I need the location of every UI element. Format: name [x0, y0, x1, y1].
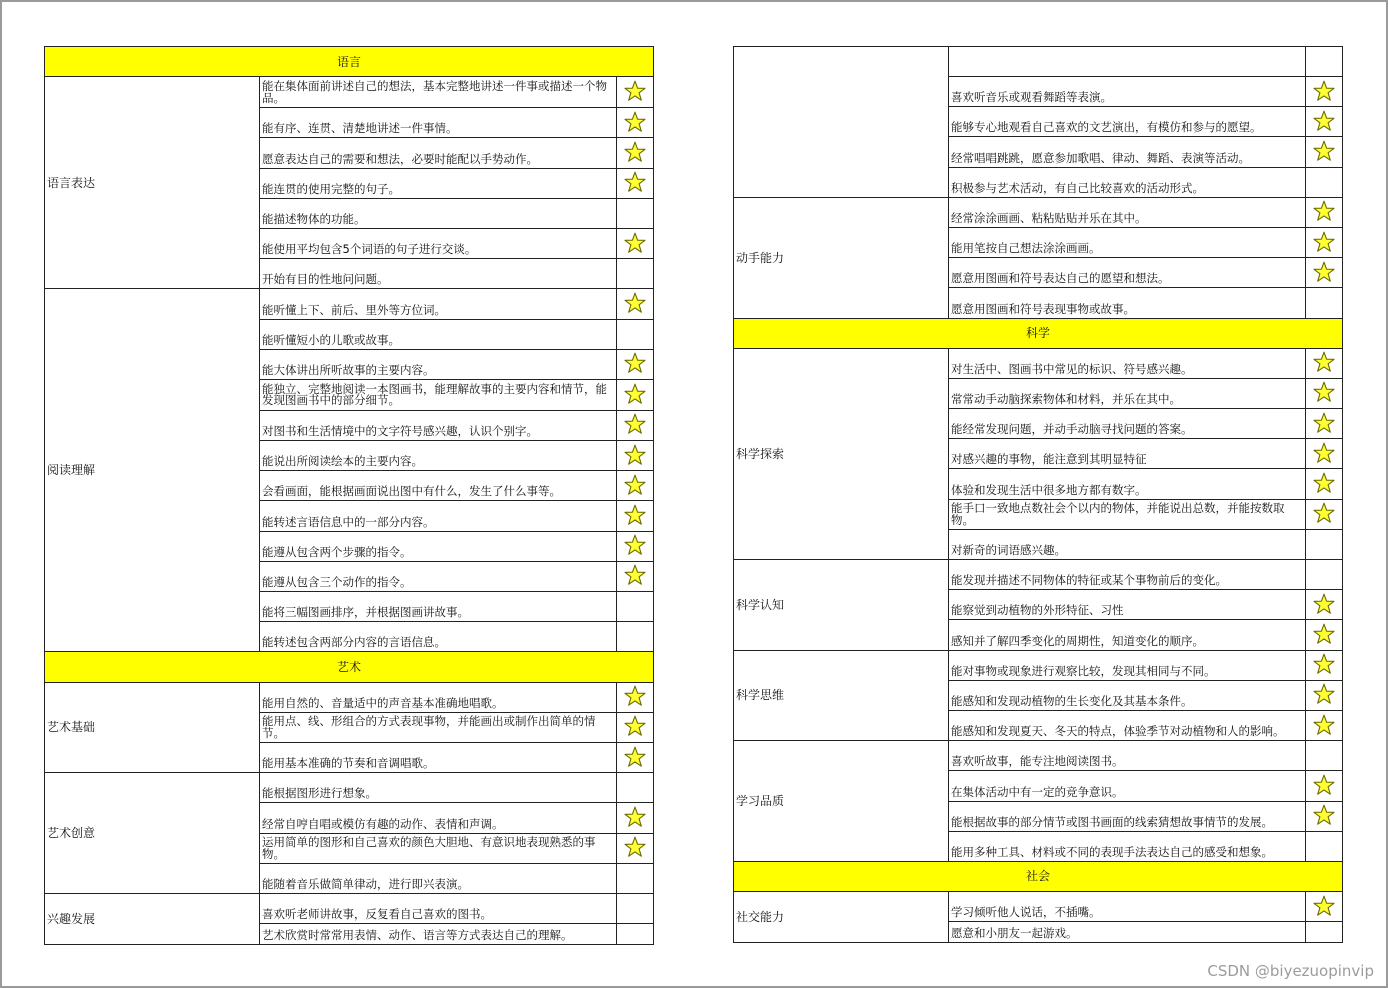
- criteria-text: 能连贯的使用完整的句子。: [260, 168, 617, 198]
- category-label: 学习品质: [734, 741, 949, 862]
- criteria-text: 体验和发现生活中很多地方都有数字。: [949, 469, 1306, 499]
- star-icon: [624, 141, 646, 163]
- rating-cell: [617, 833, 654, 863]
- star-icon: [1313, 261, 1335, 283]
- criteria-text: 能根据故事的部分情节或图书画面的线索猜想故事情节的发展。: [949, 801, 1306, 831]
- star-icon: [624, 171, 646, 193]
- rating-cell: [1306, 107, 1343, 137]
- section-header-label: 社会: [734, 861, 1343, 891]
- criteria-text: 能够专心地观看自己喜欢的文艺演出，有模仿和参与的愿望。: [949, 107, 1306, 137]
- rating-cell: [617, 592, 654, 622]
- rating-cell: [1306, 348, 1343, 378]
- criteria-text: 能感知和发现夏天、冬天的特点，体验季节对动植物和人的影响。: [949, 710, 1306, 740]
- category-label: [734, 47, 949, 198]
- rating-cell: [1306, 137, 1343, 167]
- rating-cell: [1306, 378, 1343, 408]
- criteria-text: 运用简单的图形和自己喜欢的颜色大胆地、有意识地表现熟悉的事物。: [260, 833, 617, 863]
- rating-cell: [617, 803, 654, 833]
- category-label: 社交能力: [734, 892, 949, 943]
- rating-cell: [617, 168, 654, 198]
- star-icon: [624, 715, 646, 737]
- criteria-row: [45, 893, 654, 923]
- rating-cell: [1306, 499, 1343, 529]
- criteria-text: 经常涂涂画画、粘粘贴贴并乐在其中。: [949, 197, 1306, 227]
- criteria-row: [45, 682, 654, 712]
- section-header-art: [45, 652, 654, 682]
- rating-cell: [617, 924, 654, 945]
- criteria-text: 能手口一致地点数社会个以内的物体，并能说出总数，并能按数取物。: [949, 499, 1306, 529]
- criteria-text: 开始有目的性地问问题。: [260, 259, 617, 289]
- star-icon: [624, 352, 646, 374]
- category-label: 语言表达: [45, 77, 260, 289]
- criteria-text: 愿意表达自己的需要和想法，必要时能配以手势动作。: [260, 138, 617, 168]
- star-icon: [1313, 231, 1335, 253]
- criteria-text: [949, 47, 1306, 77]
- star-icon: [1313, 804, 1335, 826]
- category-label: 艺术基础: [45, 682, 260, 773]
- rating-cell: [1306, 590, 1343, 620]
- rating-cell: [1306, 892, 1343, 922]
- category-label: 兴趣发展: [45, 893, 260, 944]
- criteria-row: [734, 47, 1343, 77]
- star-icon: [624, 534, 646, 556]
- star-icon: [624, 685, 646, 707]
- star-icon: [1313, 110, 1335, 132]
- star-icon: [1313, 412, 1335, 434]
- star-icon: [624, 474, 646, 496]
- criteria-row: [45, 77, 654, 108]
- star-icon: [1313, 895, 1335, 917]
- criteria-text: 愿意用图画和符号表现事物或故事。: [949, 288, 1306, 318]
- criteria-text: 对感兴趣的事物，能注意到其明显特征: [949, 439, 1306, 469]
- criteria-text: 能根据图形进行想象。: [260, 773, 617, 803]
- star-icon: [624, 806, 646, 828]
- star-icon: [1313, 593, 1335, 615]
- criteria-text: 对生活中、图画书中常见的标识、符号感兴趣。: [949, 348, 1306, 378]
- star-icon: [1313, 442, 1335, 464]
- criteria-text: 能发现并描述不同物体的特征或某个事物前后的变化。: [949, 560, 1306, 590]
- star-icon: [624, 232, 646, 254]
- left-evaluation-table: [44, 46, 654, 945]
- rating-cell: [1306, 741, 1343, 771]
- criteria-text: 经常唱唱跳跳，愿意参加歌唱、律动、舞蹈、表演等活动。: [949, 137, 1306, 167]
- criteria-text: 能说出所阅读绘本的主要内容。: [260, 441, 617, 471]
- criteria-text: 能用笔按自己想法涂涂画画。: [949, 227, 1306, 257]
- criteria-text: 能听懂短小的儿歌或故事。: [260, 319, 617, 349]
- criteria-text: 能用基本准确的节奏和音调唱歌。: [260, 742, 617, 772]
- rating-cell: [617, 228, 654, 258]
- criteria-text: 能遵从包含三个动作的指令。: [260, 561, 617, 591]
- right-evaluation-table: [733, 46, 1343, 943]
- watermark: CSDN @biyezuopinvip: [1207, 962, 1374, 980]
- star-icon: [624, 80, 646, 102]
- rating-cell: [1306, 831, 1343, 861]
- category-label: 阅读理解: [45, 289, 260, 652]
- rating-cell: [1306, 409, 1343, 439]
- criteria-text: 会看画面，能根据画面说出图中有什么，发生了什么事等。: [260, 471, 617, 501]
- section-header-label: 语言: [45, 47, 654, 77]
- criteria-text: 能随着音乐做简单律动，进行即兴表演。: [260, 863, 617, 893]
- rating-cell: [1306, 710, 1343, 740]
- section-header-society: [734, 861, 1343, 891]
- star-icon: [1313, 502, 1335, 524]
- star-icon: [1313, 80, 1335, 102]
- criteria-text: 能遵从包含两个步骤的指令。: [260, 531, 617, 561]
- criteria-text: 能将三幅图画排序，并根据图画讲故事。: [260, 592, 617, 622]
- rating-cell: [617, 893, 654, 923]
- star-icon: [1313, 140, 1335, 162]
- criteria-text: 学习倾听他人说话，不插嘴。: [949, 892, 1306, 922]
- criteria-text: 经常自哼自唱或模仿有趣的动作、表情和声调。: [260, 803, 617, 833]
- rating-cell: [1306, 439, 1343, 469]
- rating-cell: [1306, 77, 1343, 107]
- rating-cell: [617, 471, 654, 501]
- criteria-text: 能描述物体的功能。: [260, 198, 617, 228]
- criteria-text: 愿意用图画和符号表达自己的愿望和想法。: [949, 258, 1306, 288]
- rating-cell: [1306, 258, 1343, 288]
- rating-cell: [617, 259, 654, 289]
- rating-cell: [1306, 469, 1343, 499]
- criteria-text: 能经常发现问题，并动手动脑寻找问题的答案。: [949, 409, 1306, 439]
- category-label: 科学认知: [734, 560, 949, 651]
- criteria-text: 对新奇的词语感兴趣。: [949, 529, 1306, 559]
- left-table-body: [45, 47, 654, 945]
- criteria-row: [734, 560, 1343, 590]
- rating-cell: [1306, 650, 1343, 680]
- criteria-text: 能对事物或现象进行观察比较，发现其相同与不同。: [949, 650, 1306, 680]
- star-icon: [624, 383, 646, 405]
- criteria-text: 能大体讲出所听故事的主要内容。: [260, 349, 617, 379]
- star-icon: [1313, 351, 1335, 373]
- category-label: 科学思维: [734, 650, 949, 741]
- star-icon: [1313, 200, 1335, 222]
- rating-cell: [617, 379, 654, 410]
- rating-cell: [617, 349, 654, 379]
- category-label: 科学探索: [734, 348, 949, 559]
- criteria-text: 能转述包含两部分内容的言语信息。: [260, 622, 617, 652]
- star-icon: [624, 111, 646, 133]
- rating-cell: [1306, 922, 1343, 943]
- criteria-row: [734, 348, 1343, 378]
- category-label: 动手能力: [734, 197, 949, 318]
- rating-cell: [617, 712, 654, 742]
- section-header-language: [45, 47, 654, 77]
- criteria-text: 能独立、完整地阅读一本图画书，能理解故事的主要内容和情节，能发现图画书中的部分细节。: [260, 379, 617, 410]
- star-icon: [1313, 774, 1335, 796]
- category-label: 艺术创意: [45, 773, 260, 894]
- star-icon: [1313, 683, 1335, 705]
- criteria-text: 对图书和生活情境中的文字符号感兴趣，认识个别字。: [260, 410, 617, 440]
- star-icon: [1313, 472, 1335, 494]
- criteria-text: 能有序、连贯、清楚地讲述一件事情。: [260, 108, 617, 138]
- rating-cell: [617, 622, 654, 652]
- rating-cell: [1306, 47, 1343, 77]
- star-icon: [624, 836, 646, 858]
- star-icon: [624, 564, 646, 586]
- rating-cell: [617, 138, 654, 168]
- rating-cell: [1306, 560, 1343, 590]
- rating-cell: [617, 289, 654, 319]
- criteria-text: 感知并了解四季变化的周期性，知道变化的顺序。: [949, 620, 1306, 650]
- rating-cell: [617, 531, 654, 561]
- star-icon: [1313, 623, 1335, 645]
- criteria-row: [45, 773, 654, 803]
- rating-cell: [617, 863, 654, 893]
- rating-cell: [617, 441, 654, 471]
- star-icon: [624, 746, 646, 768]
- criteria-text: 能察觉到动植物的外形特征、习性: [949, 590, 1306, 620]
- rating-cell: [617, 410, 654, 440]
- criteria-text: 愿意和小朋友一起游戏。: [949, 922, 1306, 943]
- criteria-row: [45, 289, 654, 319]
- criteria-text: 能使用平均包含5个词语的句子进行交谈。: [260, 228, 617, 258]
- rating-cell: [617, 773, 654, 803]
- rating-cell: [1306, 801, 1343, 831]
- rating-cell: [1306, 620, 1343, 650]
- rating-cell: [617, 198, 654, 228]
- criteria-row: [734, 197, 1343, 227]
- rating-cell: [617, 77, 654, 108]
- right-table-body: [734, 47, 1343, 943]
- section-header-label: 科学: [734, 318, 1343, 348]
- rating-cell: [617, 108, 654, 138]
- rating-cell: [1306, 197, 1343, 227]
- criteria-text: 能用点、线、形组合的方式表现事物，并能画出或制作出简单的情节。: [260, 712, 617, 742]
- criteria-text: 能感知和发现动植物的生长变化及其基本条件。: [949, 680, 1306, 710]
- star-icon: [624, 444, 646, 466]
- rating-cell: [617, 501, 654, 531]
- rating-cell: [617, 742, 654, 772]
- criteria-text: 能听懂上下、前后、里外等方位词。: [260, 289, 617, 319]
- criteria-text: 能用自然的、音量适中的声音基本准确地唱歌。: [260, 682, 617, 712]
- criteria-text: 艺术欣赏时常常用表情、动作、语言等方式表达自己的理解。: [260, 924, 617, 945]
- section-header-science: [734, 318, 1343, 348]
- criteria-text: 喜欢听音乐或观看舞蹈等表演。: [949, 77, 1306, 107]
- criteria-text: 积极参与艺术活动，有自己比较喜欢的活动形式。: [949, 167, 1306, 197]
- star-icon: [1313, 714, 1335, 736]
- criteria-text: 能在集体面前讲述自己的想法，基本完整地讲述一件事或描述一个物品。: [260, 77, 617, 108]
- star-icon: [624, 292, 646, 314]
- rating-cell: [1306, 680, 1343, 710]
- rating-cell: [617, 319, 654, 349]
- star-icon: [1313, 653, 1335, 675]
- criteria-text: 在集体活动中有一定的竞争意识。: [949, 771, 1306, 801]
- criteria-row: [734, 650, 1343, 680]
- criteria-text: 喜欢听老师讲故事，反复看自己喜欢的图书。: [260, 893, 617, 923]
- section-header-label: 艺术: [45, 652, 654, 682]
- criteria-text: 常常动手动脑探索物体和材料，并乐在其中。: [949, 378, 1306, 408]
- rating-cell: [1306, 227, 1343, 257]
- criteria-row: [734, 741, 1343, 771]
- star-icon: [624, 504, 646, 526]
- rating-cell: [1306, 771, 1343, 801]
- star-icon: [1313, 381, 1335, 403]
- criteria-text: 能用多种工具、材料或不同的表现手法表达自己的感受和想象。: [949, 831, 1306, 861]
- criteria-row: [734, 892, 1343, 922]
- star-icon: [624, 413, 646, 435]
- criteria-text: 能转述言语信息中的一部分内容。: [260, 501, 617, 531]
- rating-cell: [617, 682, 654, 712]
- rating-cell: [1306, 288, 1343, 318]
- criteria-text: 喜欢听故事，能专注地阅读图书。: [949, 741, 1306, 771]
- rating-cell: [1306, 167, 1343, 197]
- rating-cell: [1306, 529, 1343, 559]
- rating-cell: [617, 561, 654, 591]
